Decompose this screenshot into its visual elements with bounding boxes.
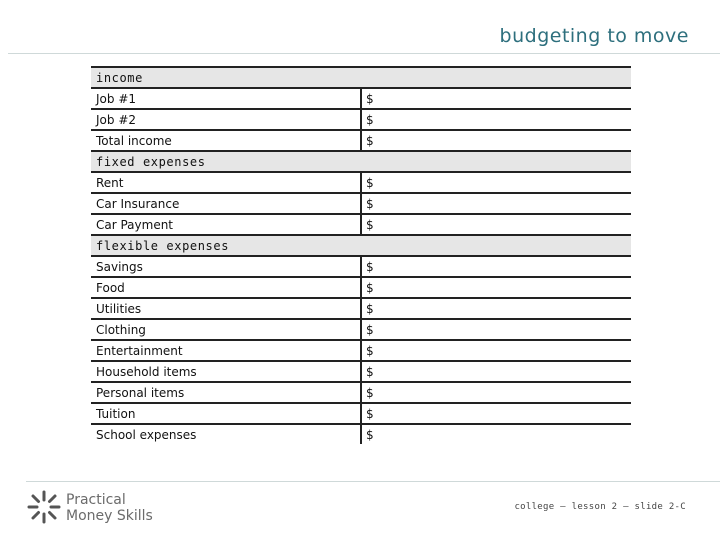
amount-cell[interactable]: $ bbox=[361, 361, 631, 382]
section-header-fixed-expenses bbox=[91, 151, 631, 172]
section-header-flexible-expenses bbox=[91, 235, 631, 256]
row-label: Rent bbox=[91, 172, 361, 193]
row-label: Household items bbox=[91, 361, 361, 382]
row-label: Job #2 bbox=[91, 109, 361, 130]
logo-line-2: Money Skills bbox=[66, 508, 153, 524]
amount-cell[interactable]: $ bbox=[361, 109, 631, 130]
row-label: Savings bbox=[91, 256, 361, 277]
row-label: School expenses bbox=[96, 427, 197, 442]
amount-cell[interactable]: $ bbox=[361, 340, 631, 361]
top-divider bbox=[8, 53, 720, 54]
slide-footer: college – lesson 2 – slide 2-C bbox=[514, 502, 686, 512]
amount-cell[interactable]: $ bbox=[361, 193, 631, 214]
table-row bbox=[91, 277, 631, 298]
row-label: Total income bbox=[91, 130, 361, 151]
bottom-divider bbox=[26, 481, 720, 482]
amount-cell[interactable]: $ bbox=[361, 277, 631, 298]
practical-money-skills-logo bbox=[26, 489, 166, 529]
amount-cell[interactable]: $ bbox=[361, 403, 631, 424]
table-row bbox=[91, 256, 631, 277]
section-header-income bbox=[91, 67, 631, 88]
logo-wordmark bbox=[66, 492, 166, 524]
row-label: Car Payment bbox=[91, 214, 361, 235]
amount-cell[interactable]: $ bbox=[361, 172, 631, 193]
starburst-logo-icon bbox=[26, 489, 62, 525]
section-heading: flexible expenses bbox=[91, 235, 631, 256]
table-row bbox=[91, 382, 631, 403]
amount-cell[interactable]: $ bbox=[361, 214, 631, 235]
table-row bbox=[91, 109, 631, 130]
row-label: Food bbox=[91, 277, 361, 298]
row-label: Car Insurance bbox=[91, 193, 361, 214]
amount-cell[interactable]: $ bbox=[361, 319, 631, 340]
amount-cell[interactable]: $ bbox=[361, 298, 631, 319]
amount-cell[interactable]: $ bbox=[361, 424, 631, 444]
section-heading: fixed expenses bbox=[91, 151, 631, 172]
row-label: Utilities bbox=[91, 298, 361, 319]
row-label: Entertainment bbox=[91, 340, 361, 361]
table-row bbox=[91, 340, 631, 361]
table-row bbox=[91, 88, 631, 109]
table-row bbox=[91, 130, 631, 151]
page-title: budgeting to move bbox=[499, 25, 689, 47]
amount-cell[interactable]: $ bbox=[361, 382, 631, 403]
row-label: Tuition bbox=[91, 403, 361, 424]
amount-cell[interactable]: $ bbox=[361, 88, 631, 109]
table-row bbox=[91, 403, 631, 424]
amount-cell[interactable]: $ bbox=[361, 256, 631, 277]
logo-line-1: Practical bbox=[66, 492, 126, 508]
table-row bbox=[91, 172, 631, 193]
budget-table bbox=[91, 66, 631, 444]
table-row bbox=[91, 298, 631, 319]
table-row bbox=[91, 361, 631, 382]
table-row bbox=[91, 214, 631, 235]
section-heading: income bbox=[91, 67, 631, 88]
row-label: Personal items bbox=[91, 382, 361, 403]
table-row bbox=[91, 319, 631, 340]
row-label: Clothing bbox=[91, 319, 361, 340]
row-label: Job #1 bbox=[91, 88, 361, 109]
table-row bbox=[91, 424, 631, 444]
table-row bbox=[91, 193, 631, 214]
amount-cell[interactable]: $ bbox=[361, 130, 631, 151]
